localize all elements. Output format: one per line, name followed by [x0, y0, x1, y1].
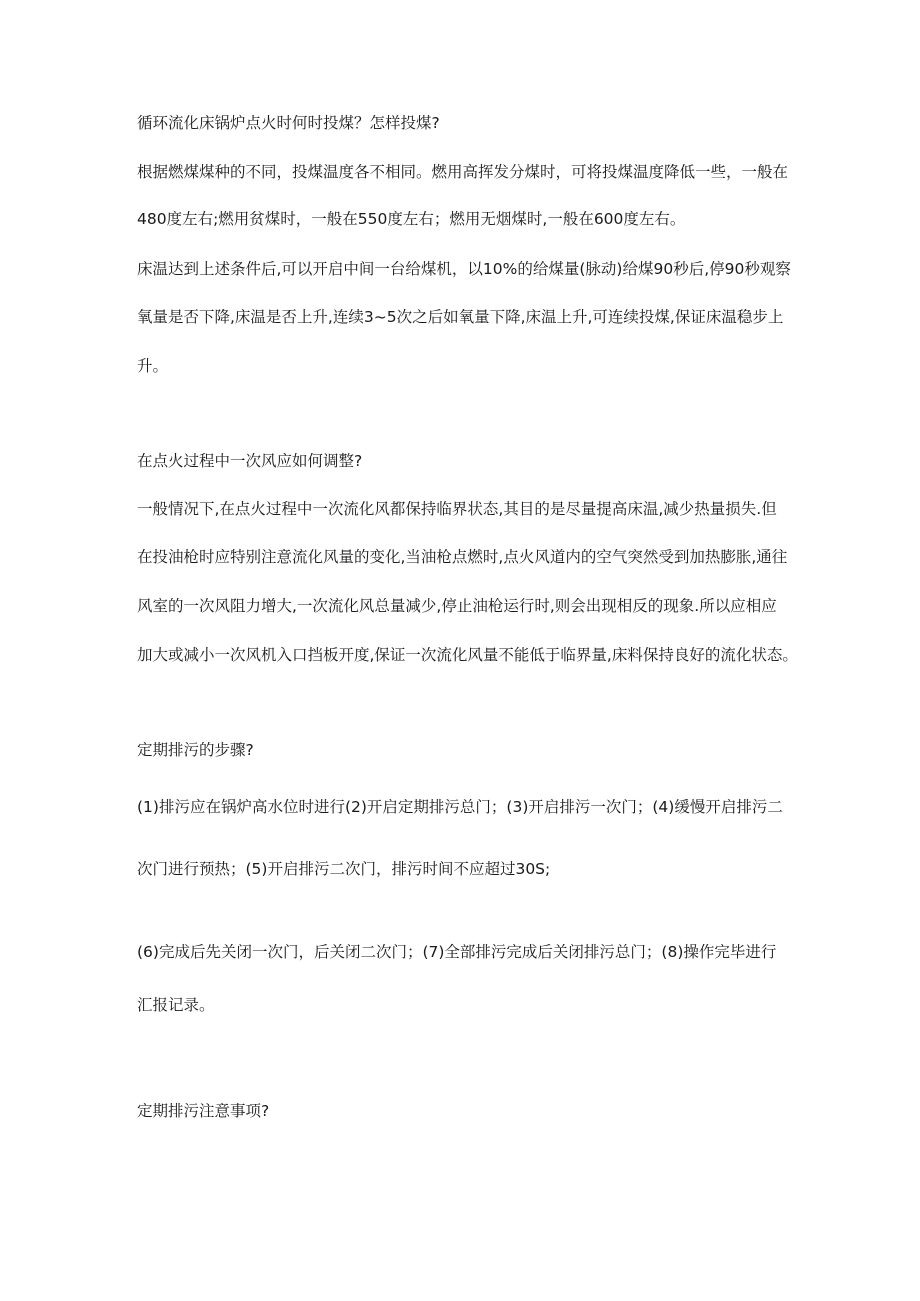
- paragraph-line: 在投油枪时应特别注意流化风量的变化,当油枪点燃时,点火风道内的空气突然受到加热膨胀,通往: [137, 548, 788, 566]
- paragraph-line: 风室的一次风阻力增大,一次流化风总量减少,停止油枪运行时,则会出现相反的现象.所以应相应: [137, 597, 777, 615]
- paragraph-line: 次门进行预热；(5)开启排污二次门，排污时间不应超过30S;: [137, 860, 551, 878]
- paragraph-line: 升。: [137, 357, 169, 375]
- section-question: 定期排污的步骤?: [137, 741, 254, 759]
- section-question: 循环流化床锅炉点火时何时投煤？怎样投煤?: [137, 114, 440, 132]
- paragraph-line: 汇报记录。: [137, 996, 215, 1014]
- section-question: 在点火过程中一次风应如何调整?: [137, 452, 363, 470]
- section-question: 定期排污注意事项?: [137, 1102, 270, 1120]
- paragraph-line: 一般情况下,在点火过程中一次流化风都保持临界状态,其目的是尽量提高床温,减少热量损失.但: [137, 500, 777, 518]
- paragraph-line: 氧量是否下降,床温是否上升,连续3~5次之后如氧量下降,床温上升,可连续投煤,保证床温稳步上: [137, 308, 784, 326]
- paragraph-line: (6)完成后先关闭一次门，后关闭二次门；(7)全部排污完成后关闭排污总门；(8)操作完毕进行: [137, 943, 777, 961]
- paragraph-line: (1)排污应在锅炉高水位时进行(2)开启定期排污总门；(3)开启排污一次门；(4)缓慢开启排污二: [137, 798, 783, 816]
- paragraph-line: 480度左右;燃用贫煤时，一般在550度左右；燃用无烟煤时,一般在600度左右。: [137, 210, 686, 228]
- paragraph-line: 加大或减小一次风机入口挡板开度,保证一次流化风量不能低于临界量,床料保持良好的流化状态。: [137, 646, 798, 664]
- paragraph-line: 根据燃煤煤种的不同，投煤温度各不相同。燃用高挥发分煤时，可将投煤温度降低一些，一般在: [137, 163, 789, 181]
- paragraph-line: 床温达到上述条件后,可以开启中间一台给煤机，以10%的给煤量(脉动)给煤90秒后,停90秒观察: [137, 260, 791, 278]
